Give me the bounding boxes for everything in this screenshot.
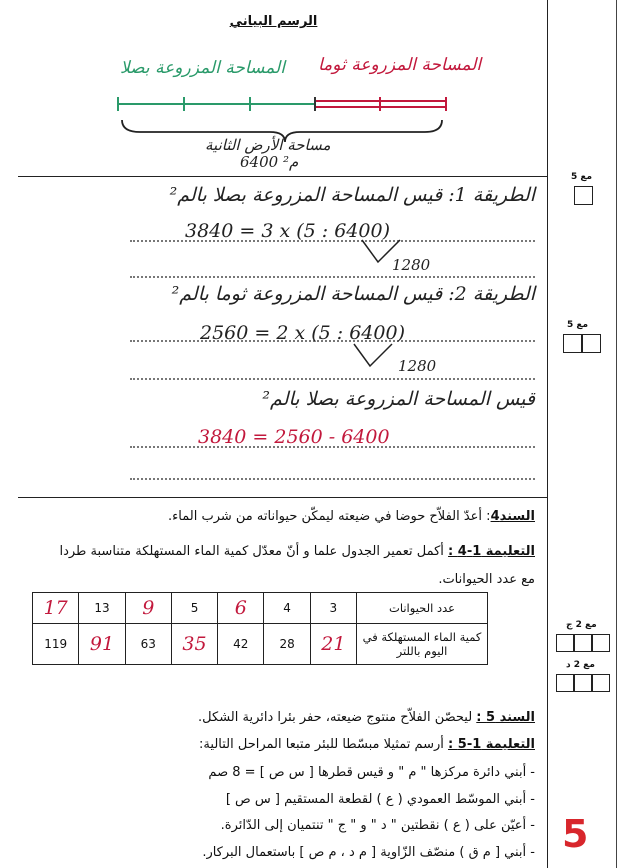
task-4-1: التعليمة 1-4 : أكمل تعمير الجدول علما و أنّ معدّل كمية الماء المستهلكة متناسبة طردا (59, 544, 535, 559)
step-item: - أبني الموسّط العمودي ( ع ) لقطعة المستقيم [ س ص ] (225, 792, 535, 807)
arrow-mark (352, 342, 402, 372)
table-cell-filled: 9 (125, 593, 171, 624)
divider-1 (18, 176, 547, 177)
table-cell: 63 (125, 624, 171, 665)
method-2-note: 1280 (398, 357, 437, 375)
mark-box (556, 634, 574, 652)
method-2-calc: 2560 = 2 x (5 : 6400) (200, 322, 405, 344)
method-3-title: قيس المساحة المزروعة بصلا بالم² (262, 388, 535, 410)
divider-2 (18, 497, 547, 498)
row-header: كمية الماء المستهلكة في اليوم باللتر (357, 624, 488, 665)
mark-label: مع 5 (567, 320, 589, 330)
method-2-title: الطريقة 2: قيس المساحة المزروعة ثوما بالم² (171, 283, 535, 305)
table-cell: 13 (79, 593, 125, 624)
task-4-1-cont: مع عدد الحيوانات. (438, 572, 535, 587)
label-garlic: المساحة المزروعة ثوما (318, 55, 482, 75)
table-cell: 42 (218, 624, 264, 665)
proportion-table (32, 592, 488, 665)
land-label: مساحة الأرض الثانية (205, 136, 331, 154)
method-1-calc: 3840 = 3 x (5 : 6400) (185, 220, 390, 242)
table-cell-filled: 35 (171, 624, 217, 665)
mark-box (556, 674, 574, 692)
mark-box (582, 334, 601, 353)
land-value: 6400 م² (240, 153, 299, 171)
margin-line (547, 0, 548, 868)
table-cell: 5 (171, 593, 217, 624)
task-5-1: التعليمة 1-5 : أرسم تمثيلا مبسّطا للبئر متبعا المراحل التالية: (199, 737, 535, 752)
sanad-4: السند4: أعدّ الفلاّح حوضا في ضيعته ليمكّن حيواناته من شرب الماء. (168, 509, 535, 524)
table-cell: 119 (33, 624, 79, 665)
table-cell-filled: 17 (33, 593, 79, 624)
page-number: 5 (562, 812, 589, 856)
label-onion: المساحة المزروعة بصلا (120, 58, 285, 78)
method-1-title: الطريقة 1: قيس المساحة المزروعة بصلا بالم² (169, 184, 535, 206)
dotted-line (130, 378, 535, 380)
table-cell-filled: 91 (79, 624, 125, 665)
mark-box (592, 674, 610, 692)
step-item: - أعيّن على ( ع ) نقطتين " د " و " ج " تنتميان إلى الدّائرة. (220, 818, 535, 833)
mark-label: مع 2 ج (566, 620, 597, 630)
table-row (33, 624, 488, 665)
mark-box (574, 634, 592, 652)
table-cell: 3 (310, 593, 356, 624)
table-cell-filled: 6 (218, 593, 264, 624)
step-item: - أبني دائرة مركزها " م " و قيس قطرها [ س ص ] = 8 صم (208, 765, 535, 780)
dotted-line (130, 276, 535, 278)
method-1-note: 1280 (392, 256, 431, 274)
mark-label: مع 5 (571, 172, 593, 182)
mark-box (574, 186, 593, 205)
page-title: الرسم البياني (229, 14, 318, 29)
table-cell: 4 (264, 593, 310, 624)
sanad-5: السند 5 : ليحصّن الفلاّح منتوج ضيعته، حفر بئرا دائرية الشكل. (198, 710, 535, 725)
step-item: - أبني [ م ق ) منصّف الزّاوية [ م د ، م ص ] باستعمال البركار. (202, 845, 535, 860)
mark-box (592, 634, 610, 652)
mark-box (574, 674, 592, 692)
mark-label: مع 2 د (566, 660, 595, 670)
table-row (33, 593, 488, 624)
mark-box (563, 334, 582, 353)
dotted-line (130, 478, 535, 480)
method-3-calc: 3840 = 2560 - 6400 (198, 426, 390, 448)
table-cell-filled: 21 (310, 624, 356, 665)
page-edge (616, 0, 617, 868)
table-cell: 28 (264, 624, 310, 665)
row-header: عدد الحيوانات (357, 593, 488, 624)
